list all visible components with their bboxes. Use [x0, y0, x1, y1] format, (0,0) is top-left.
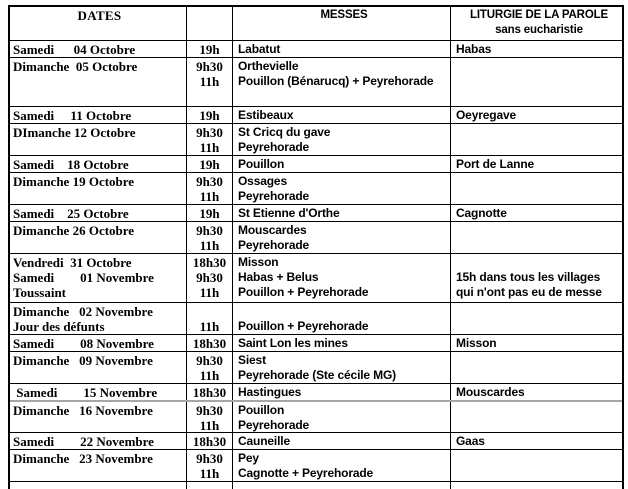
- date-cell: [10, 303, 187, 334]
- time-line: 11h: [199, 238, 220, 253]
- mass-schedule-table: [8, 5, 624, 489]
- messes-cell: [233, 41, 451, 57]
- date-cell: [10, 335, 187, 351]
- liturgie-cell: [451, 335, 622, 351]
- messes-line: Misson: [238, 255, 279, 269]
- messes-cell: [233, 433, 451, 449]
- schedule-row-group: [10, 383, 622, 400]
- messes-cell: [233, 173, 451, 204]
- messes-line: St Cricq du gave: [238, 125, 331, 139]
- date-line: Dimanche 05 Octobre: [13, 59, 138, 74]
- time-line: 9h30: [196, 223, 223, 238]
- liturgie-line: Mouscardes: [456, 385, 525, 399]
- time-cell: [187, 384, 233, 400]
- liturgie-line: qui n'ont pas eu de messe: [456, 285, 602, 300]
- date-cell: [10, 482, 187, 489]
- date-line: Samedi 18 Octobre: [13, 157, 129, 172]
- messes-cell: [233, 384, 451, 400]
- messes-line: Pouillon: [238, 403, 285, 417]
- time-line: 11h: [199, 466, 220, 481]
- messes-cell: [233, 352, 451, 383]
- messes-line: Peyrehorade (Ste cécile MG): [238, 368, 397, 383]
- time-line: [187, 89, 232, 104]
- time-cell: [187, 41, 233, 57]
- time-line: 9h30: [196, 451, 223, 466]
- messes-line: Orthevielle: [238, 59, 299, 73]
- date-cell: [10, 450, 187, 481]
- schedule-row-group: [10, 302, 622, 334]
- date-line: Samedi 11 Octobre: [13, 108, 132, 123]
- schedule-row-group: [10, 221, 622, 253]
- liturgie-line: [456, 403, 622, 418]
- date-cell: [10, 124, 187, 155]
- time-line: 18h30: [192, 255, 227, 270]
- date-line: Dimanche 19 Octobre: [13, 174, 135, 189]
- schedule-row-group: [10, 40, 622, 57]
- schedule-rows: [10, 40, 622, 481]
- liturgie-cell: [451, 254, 622, 302]
- liturgie-cell: [451, 205, 622, 221]
- messes-line: Pouillon: [238, 157, 285, 171]
- schedule-row-group: [10, 204, 622, 221]
- date-line: Toussaint: [13, 285, 66, 301]
- liturgie-cell: [451, 58, 622, 106]
- date-cell: [10, 433, 187, 449]
- time-line: 11h: [199, 368, 220, 383]
- date-line: [13, 466, 186, 481]
- liturgie-line: Misson: [456, 336, 497, 350]
- date-line: Jour des défunts: [13, 319, 105, 334]
- date-cell: [10, 254, 187, 302]
- date-line: Samedi 04 Octobre: [13, 42, 136, 57]
- liturgie-cell: [451, 433, 622, 449]
- schedule-row-group: [10, 351, 622, 383]
- messes-line: [238, 89, 450, 104]
- messes-cell: [233, 107, 451, 123]
- liturgie-cell: [451, 482, 622, 489]
- time-line: 19h: [199, 108, 220, 123]
- messes-line: Peyrehorade: [238, 140, 310, 155]
- messes-cell: [233, 205, 451, 221]
- time-line: 9h30: [196, 125, 223, 140]
- date-cell: [10, 384, 187, 400]
- date-cell: [10, 107, 187, 123]
- liturgie-cell: [451, 107, 622, 123]
- messes-line: Pey: [238, 451, 259, 465]
- messes-line: Mouscardes: [238, 223, 307, 237]
- liturgie-line: [456, 466, 622, 481]
- liturgie-cell: [451, 156, 622, 172]
- schedule-row-group: [10, 449, 622, 481]
- messes-cell: [233, 124, 451, 155]
- messes-line: Saint Lon les mines: [238, 336, 348, 350]
- time-line: 11h: [199, 285, 220, 301]
- header-dates-cell: [10, 7, 187, 40]
- messes-line: Peyrehorade: [238, 418, 310, 432]
- liturgie-cell: [451, 384, 622, 400]
- liturgie-line: [456, 238, 622, 253]
- time-line: 11h: [199, 140, 220, 155]
- date-line: DImanche 12 Octobre: [13, 125, 136, 140]
- time-line: 18h30: [192, 336, 227, 351]
- messes-line: Cagnotte + Peyrehorade: [238, 466, 374, 481]
- liturgie-cell: [451, 173, 622, 204]
- header-liturgie-cell: [451, 7, 622, 40]
- time-cell: [187, 205, 233, 221]
- liturgie-line: Gaas: [456, 434, 485, 448]
- date-line: [13, 140, 186, 155]
- liturgie-cell: [451, 352, 622, 383]
- messes-line: [238, 304, 450, 319]
- liturgie-line: Port de Lanne: [456, 157, 535, 171]
- messes-cell: [233, 335, 451, 351]
- schedule-row-group: [10, 334, 622, 351]
- time-cell: [187, 482, 233, 489]
- date-line: [13, 189, 186, 204]
- messes-cell: [233, 402, 451, 432]
- liturgie-line: [456, 223, 622, 238]
- time-line: 11h: [199, 189, 220, 204]
- schedule-row-group: [10, 432, 622, 449]
- liturgie-line: [456, 353, 622, 368]
- header-liturgie-label-line1: LITURGIE DE LA PAROLE: [469, 9, 609, 21]
- messes-line: Labatut: [238, 42, 281, 56]
- time-cell: [187, 58, 233, 106]
- date-cell: [10, 352, 187, 383]
- header-liturgie-label-line2: sans eucharistie: [495, 24, 583, 36]
- messes-cell: [233, 482, 451, 489]
- date-cell: [10, 156, 187, 172]
- date-line: [13, 74, 186, 89]
- date-cell: [10, 205, 187, 221]
- messes-line: Hastingues: [238, 385, 302, 399]
- time-cell: [187, 450, 233, 481]
- liturgie-line: [456, 74, 622, 89]
- messes-line: Ossages: [238, 174, 287, 188]
- schedule-row-group: [10, 253, 622, 302]
- messes-line: Pouillon + Peyrehorade: [238, 285, 369, 300]
- date-line: Samedi 22 Novembre: [13, 434, 154, 449]
- partial-row-cutoff: [10, 481, 622, 489]
- date-cell: [10, 41, 187, 57]
- time-line: 9h30: [196, 403, 223, 418]
- header-dates-label: DATES: [77, 8, 122, 23]
- liturgie-cell: [451, 402, 622, 432]
- date-line: Dimanche 09 Novembre: [13, 353, 153, 368]
- date-cell: [10, 173, 187, 204]
- liturgie-line: Oeyregave: [456, 108, 517, 122]
- date-line: Dimanche 26 Octobre: [13, 223, 135, 238]
- liturgie-line: [456, 304, 622, 319]
- date-line: Vendredi 31 Octobre: [13, 255, 132, 270]
- time-line: 9h30: [196, 59, 223, 74]
- time-cell: [187, 222, 233, 253]
- liturgie-cell: [451, 450, 622, 481]
- messes-cell: [233, 222, 451, 253]
- messes-line: Peyrehorade: [238, 238, 310, 253]
- schedule-row-group: [10, 172, 622, 204]
- messes-line: Pouillon (Bénarucq) + Peyrehorade: [238, 74, 434, 89]
- time-line: 18h30: [192, 434, 227, 449]
- time-cell: [187, 173, 233, 204]
- time-cell: [187, 433, 233, 449]
- date-line: [13, 238, 186, 253]
- messes-line: Peyrehorade: [238, 189, 310, 204]
- schedule-row-group: [10, 400, 622, 432]
- date-line: [13, 89, 186, 104]
- time-cell: [187, 303, 233, 334]
- time-line: 18h30: [192, 385, 227, 400]
- date-line: Samedi 01 Novembre: [13, 270, 154, 286]
- time-line: 9h30: [196, 174, 223, 189]
- date-cell: [10, 222, 187, 253]
- liturgie-line: [456, 189, 622, 204]
- messes-line: St Etienne d'Orthe: [238, 206, 340, 220]
- time-cell: [187, 335, 233, 351]
- schedule-row-group: [10, 155, 622, 172]
- liturgie-cell: [451, 41, 622, 57]
- liturgie-line: [456, 319, 622, 334]
- liturgie-line: [456, 255, 622, 270]
- liturgie-line: Cagnotte: [456, 206, 507, 220]
- time-cell: [187, 352, 233, 383]
- messes-line: Cauneille: [238, 434, 290, 448]
- date-line: Dimanche 16 Novembre: [13, 403, 153, 418]
- messes-line: Estibeaux: [238, 108, 294, 122]
- messes-cell: [233, 156, 451, 172]
- date-line: [13, 368, 186, 383]
- liturgie-line: [456, 451, 622, 466]
- liturgie-cell: [451, 222, 622, 253]
- messes-line: Habas + Belus: [238, 270, 319, 285]
- time-cell: [187, 402, 233, 432]
- liturgie-cell: [451, 303, 622, 334]
- liturgie-line: [456, 418, 622, 432]
- time-cell: [187, 254, 233, 302]
- liturgie-line: 15h dans tous les villages: [456, 270, 601, 285]
- time-line: 9h30: [196, 353, 223, 368]
- time-cell: [187, 107, 233, 123]
- liturgie-line: Habas: [456, 42, 492, 56]
- time-line: 19h: [199, 42, 220, 57]
- liturgie-cell: [451, 124, 622, 155]
- time-line: [187, 304, 232, 319]
- liturgie-line: [456, 140, 622, 155]
- messes-cell: [233, 254, 451, 302]
- date-line: Samedi 08 Novembre: [13, 336, 154, 351]
- header-messes-cell: [233, 7, 451, 40]
- time-line: 19h: [199, 206, 220, 221]
- messes-cell: [233, 303, 451, 334]
- date-line: Samedi 25 Octobre: [13, 206, 129, 221]
- messes-line: Pouillon + Peyrehorade: [238, 319, 369, 334]
- date-line: Dimanche 02 Novembre: [13, 304, 153, 319]
- date-cell: [10, 58, 187, 106]
- liturgie-line: [456, 59, 622, 74]
- schedule-row-group: [10, 106, 622, 123]
- header-messes-label: MESSES: [320, 9, 368, 21]
- messes-cell: [233, 58, 451, 106]
- date-cell: [10, 402, 187, 432]
- liturgie-line: [456, 89, 622, 104]
- messes-cell: [233, 450, 451, 481]
- time-line: 19h: [199, 157, 220, 172]
- header-times-cell: [187, 7, 233, 40]
- time-line: 9h30: [196, 270, 223, 286]
- messes-line: Siest: [238, 353, 266, 367]
- schedule-row-group: [10, 57, 622, 106]
- time-cell: [187, 156, 233, 172]
- date-line: Samedi 15 Novembre: [13, 385, 158, 400]
- date-line: [13, 418, 186, 432]
- schedule-row-group: [10, 123, 622, 155]
- time-cell: [187, 124, 233, 155]
- liturgie-line: [456, 174, 622, 189]
- time-line: 11h: [199, 319, 220, 334]
- time-line: 11h: [199, 418, 220, 432]
- liturgie-line: [456, 368, 622, 383]
- table-header-row: [10, 7, 622, 40]
- date-line: Dimanche 23 Novembre: [13, 451, 153, 466]
- time-line: 11h: [199, 74, 220, 90]
- liturgie-line: [456, 125, 622, 140]
